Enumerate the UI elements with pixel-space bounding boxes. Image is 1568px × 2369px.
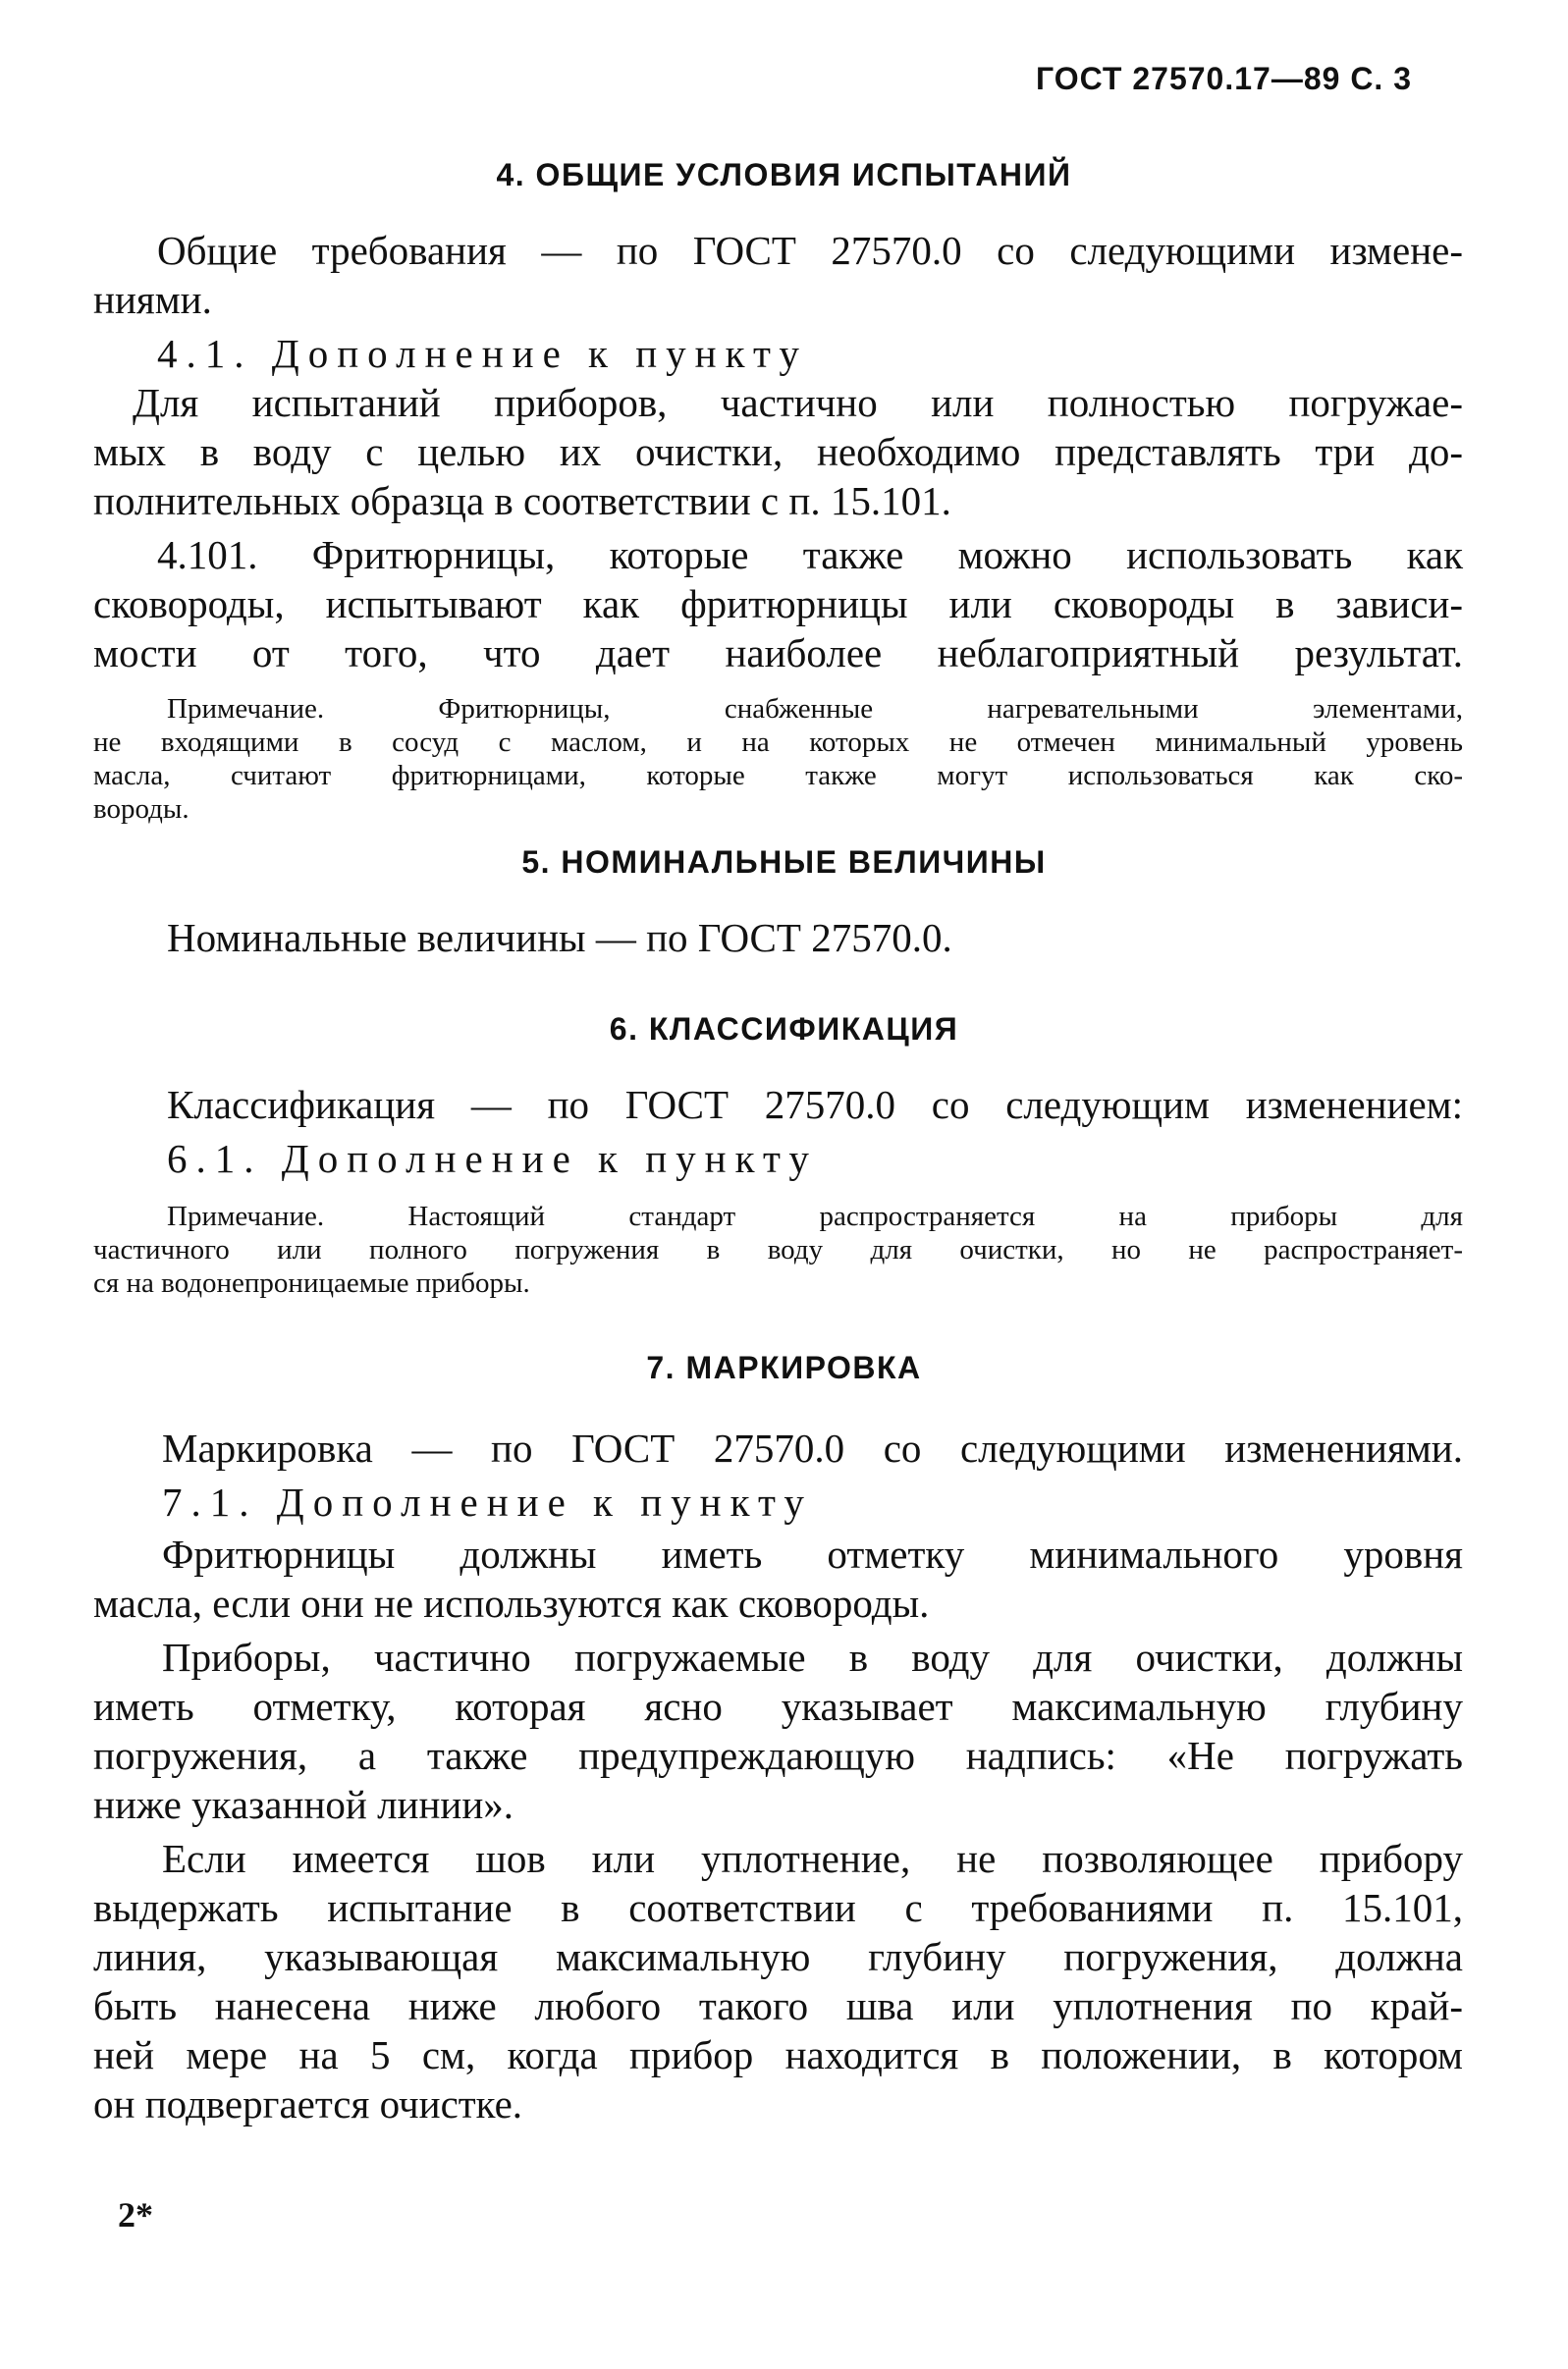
clause-6-1-heading: 6.1. Дополнение к пункту (167, 1136, 818, 1181)
clause-7-1-c-line-1: Если имеется шов или уплотнение, не позволяющее прибору (162, 1836, 1463, 1881)
clause-7-1-b-line-2: иметь отметку, которая ясно указывает максимальную глубину (93, 1684, 1463, 1729)
section-4-note-line-1: Примечание. Фритюрницы, снабженные нагревательными элементами, (167, 693, 1463, 725)
clause-7-1-b-line-1: Приборы, частично погружаемые в воду для очистки, должны (162, 1635, 1463, 1680)
clause-4-1-line-3: полнительных образца в соответствии с п. 15.101. (93, 478, 951, 523)
clause-7-1-c-line-6: он подвергается очистке. (93, 2081, 523, 2127)
clause-7-1-b-line-4: ниже указанной линии». (93, 1782, 514, 1827)
page-header: ГОСТ 27570.17—89 С. 3 (1036, 61, 1412, 96)
section-4-intro-line-1: Общие требования — по ГОСТ 27570.0 со следующими измене- (157, 228, 1463, 273)
section-7-text: Маркировка — по ГОСТ 27570.0 со следующими изменениями. (162, 1426, 1463, 1471)
clause-4-1-line-2: мых в воду с целью их очистки, необходимо представлять три до- (93, 429, 1463, 474)
clause-4-1-line-1: Для испытаний приборов, частично или полностью погружае- (133, 380, 1463, 425)
clause-4-101-line-3: мости от того, что дает наиболее неблагоприятный результат. (93, 630, 1463, 675)
clause-7-1-c-line-5: ней мере на 5 см, когда прибор находится в положении, в котором (93, 2032, 1463, 2077)
section-6-text: Классификация — по ГОСТ 27570.0 со следующим изменением: (167, 1082, 1463, 1127)
clause-7-1-c-line-4: быть нанесена ниже любого такого шва или уплотнения по край- (93, 1983, 1463, 2028)
section-7-title: 7. МАРКИРОВКА (646, 1350, 922, 1385)
clause-4-101-line-1: 4.101. Фритюрницы, которые также можно использовать как (157, 532, 1463, 577)
section-5-text: Номинальные величины — по ГОСТ 27570.0. (167, 915, 952, 960)
section-4-note-line-2: не входящими в сосуд с маслом, и на которых не отмечен минимальный уровень (93, 727, 1463, 758)
clause-7-1-c-line-2: выдержать испытание в соответствии с требованиями п. 15.101, (93, 1885, 1463, 1930)
section-6-note-line-2: частичного или полного погружения в воду для очистки, но не распространяет- (93, 1234, 1463, 1265)
clause-7-1-heading: 7.1. Дополнение к пункту (162, 1480, 813, 1525)
section-6-note-line-1: Примечание. Настоящий стандарт распространяется на приборы для (167, 1201, 1463, 1232)
clause-4-101-line-2: сковороды, испытывают как фритюрницы или сковороды в зависи- (93, 581, 1463, 626)
clause-7-1-c-line-3: линия, указывающая максимальную глубину погружения, должна (93, 1934, 1463, 1979)
clause-7-1-a-line-1: Фритюрницы должны иметь отметку минимального уровня (162, 1532, 1463, 1577)
section-4-intro-line-2: ниями. (93, 277, 212, 322)
clause-7-1-b-line-3: погружения, а также предупреждающую надпись: «Не погружать (93, 1733, 1463, 1778)
section-4-note-line-3: масла, считают фритюрницами, которые также могут использоваться как ско- (93, 760, 1463, 791)
clause-4-1-heading: 4.1. Дополнение к пункту (157, 331, 808, 376)
section-5-title: 5. НОМИНАЛЬНЫЕ ВЕЛИЧИНЫ (521, 844, 1047, 880)
section-4-note-line-4: вороды. (93, 793, 189, 825)
section-4-title: 4. ОБЩИЕ УСЛОВИЯ ИСПЫТАНИЙ (496, 157, 1072, 192)
section-6-title: 6. КЛАССИФИКАЦИЯ (609, 1011, 959, 1047)
page-signature-mark: 2* (118, 2195, 153, 2234)
clause-7-1-a-line-2: масла, если они не используются как сковороды. (93, 1581, 930, 1626)
section-6-note-line-3: ся на водонепроницаемые приборы. (93, 1267, 530, 1299)
